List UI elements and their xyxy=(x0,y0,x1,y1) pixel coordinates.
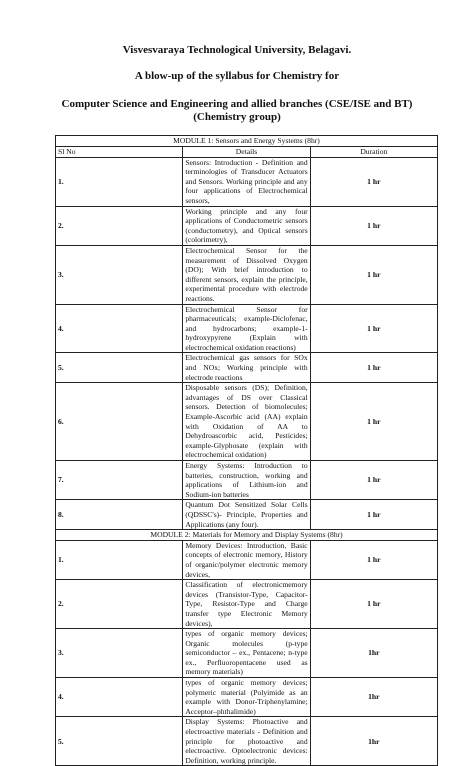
row-sl: 6. xyxy=(56,383,183,461)
row-duration: 1 hr xyxy=(310,500,437,530)
row-sl: 8. xyxy=(56,500,183,530)
row-sl: 7. xyxy=(56,461,183,500)
row-details: Quantum Dot Sensitized Solar Cells (QDSSC's)- Principle, Properties and Applications (any four). xyxy=(183,500,310,530)
table-row xyxy=(56,500,438,530)
row-sl: 3. xyxy=(56,245,183,304)
row-details: Working principle and any four applications of Conductometric sensors (conductometry), and Optical sensors (colorimetry), xyxy=(183,206,310,245)
row-details: Electrochemical Sensor for the measurement of Dissolved Oxygen (DO); With brief introduction to different sensors, explain the principle, experimental procedure with electrode reactions. xyxy=(183,245,310,304)
row-details: Classification of electronicmemory devices (Transistor-Type, Capacitor-Type, Resistor-Type and Charge transfer type Electronic Memory devices), xyxy=(183,580,310,629)
row-sl: 5. xyxy=(56,353,183,383)
branch-line-1: Computer Science and Engineering and allied branches (CSE/ISE and BT) xyxy=(61,98,413,110)
column-header-row xyxy=(56,146,438,157)
table-row xyxy=(56,353,438,383)
column-header-duration: Duration xyxy=(310,146,437,157)
row-duration: 1 hr xyxy=(310,206,437,245)
row-details: types of organic memory devices; polymeric material (Polyimide as an example with Donor-Triphenylamine; Acceptor–phthalimide) xyxy=(183,678,310,717)
row-duration: 1 hr xyxy=(310,245,437,304)
row-sl: 1. xyxy=(56,540,183,579)
row-sl: 2. xyxy=(56,580,183,629)
branch-title xyxy=(0,98,474,124)
row-duration: 1hr xyxy=(310,629,437,678)
row-duration: 1hr xyxy=(310,678,437,717)
syllabus-table xyxy=(55,135,438,766)
table-row xyxy=(56,157,438,206)
table-row xyxy=(56,678,438,717)
row-sl: 1. xyxy=(56,157,183,206)
row-details: Electrochemical gas sensors for SOx and NOx; Working principle with electrode reactions xyxy=(183,353,310,383)
module-title: MODULE 2: Materials for Memory and Display Systems (8hr) xyxy=(56,530,438,541)
branch-line-2: (Chemistry group) xyxy=(193,111,281,123)
table-row xyxy=(56,717,438,766)
row-duration: 1 hr xyxy=(310,580,437,629)
table-row xyxy=(56,245,438,304)
row-details: Memory Devices: Introduction, Basic concepts of electronic memory, History of organic/polymer electronic memory devices, xyxy=(183,540,310,579)
table-row xyxy=(56,206,438,245)
table-row xyxy=(56,461,438,500)
column-header-details: Details xyxy=(183,146,310,157)
row-sl: 3. xyxy=(56,629,183,678)
row-details: Electrochemical Sensor for pharmaceuticals; example-Diclofenac, and hydrocarbons; example-1-hydroxypyrene (Explain with electrochemical oxidation reactions) xyxy=(183,304,310,353)
row-details: types of organic memory devices; Organic molecules (p-type semiconductor – ex., Pentacene; n-type ex., Perfluoropentacene used as memory materials) xyxy=(183,629,310,678)
row-sl: 5. xyxy=(56,717,183,766)
row-details: Sensors: Introduction - Definition and terminologies of Transducer Actuators and Sensors. Working principle and any four applications of Electrochemical sensors, xyxy=(183,157,310,206)
module-header-row xyxy=(56,136,438,147)
table-row xyxy=(56,540,438,579)
column-header-sl: Sl No xyxy=(56,146,183,157)
row-duration: 1 hr xyxy=(310,540,437,579)
row-duration: 1 hr xyxy=(310,383,437,461)
row-sl: 4. xyxy=(56,304,183,353)
row-sl: 2. xyxy=(56,206,183,245)
row-details: Disposable sensors (DS); Definition, advantages of DS over Classical sensors. Detection of biomolecules; Example-Ascorbic acid (AA) explain with Oxidation of AA to Dehydroascorbic acid, Pesticides; example-Glyphosate (explain with electrochemical oxidation) xyxy=(183,383,310,461)
table-row xyxy=(56,629,438,678)
row-details: Energy Systems: Introduction to batteries, construction, working and applications of Lithium-ion and Sodium-ion batteries xyxy=(183,461,310,500)
row-duration: 1 hr xyxy=(310,353,437,383)
table-row xyxy=(56,580,438,629)
row-details: Display Systems: Photoactive and electroactive materials - Definition and principle for photoactive and electroactive. Optoelectronic devices: Definition, working principle. xyxy=(183,717,310,766)
module-title: MODULE 1: Sensors and Energy Systems (8hr) xyxy=(56,136,438,147)
module-header-row xyxy=(56,530,438,541)
row-duration: 1 hr xyxy=(310,461,437,500)
table-row xyxy=(56,383,438,461)
row-duration: 1 hr xyxy=(310,304,437,353)
table-row xyxy=(56,304,438,353)
row-duration: 1 hr xyxy=(310,157,437,206)
syllabus-title: A blow-up of the syllabus for Chemistry for xyxy=(134,70,340,82)
row-duration: 1hr xyxy=(310,717,437,766)
row-sl: 4. xyxy=(56,678,183,717)
university-name: Visvesvaraya Technological University, Belagavi. xyxy=(122,44,352,56)
